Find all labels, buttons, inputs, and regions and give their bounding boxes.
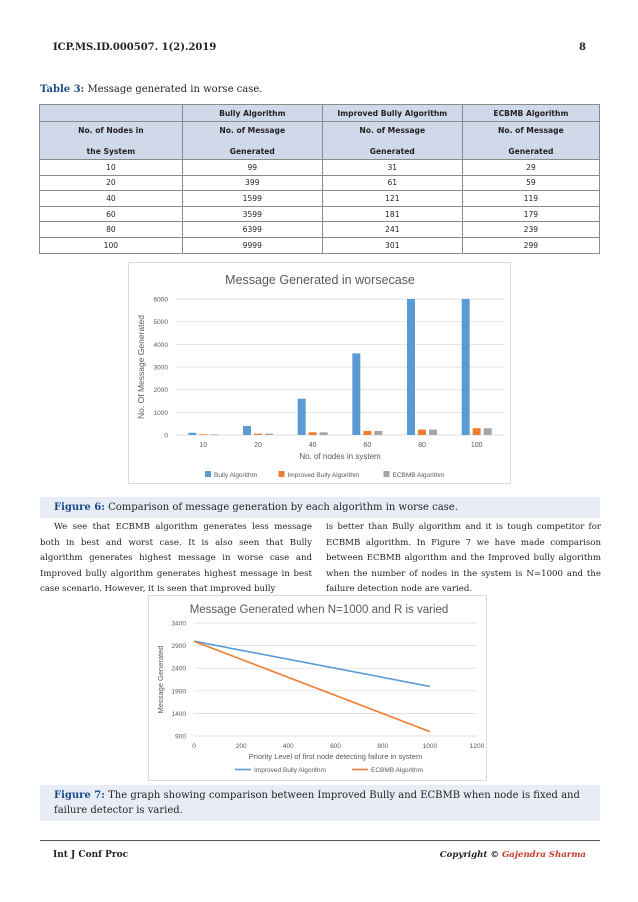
- table-cell: 121: [322, 191, 462, 207]
- legend-label: ECBMB Algorithm: [371, 767, 424, 774]
- bar-bully-algorithm: [462, 299, 470, 435]
- table-cell: 299: [462, 237, 599, 253]
- line-chart-svg: [149, 596, 488, 782]
- page-number: 8: [579, 42, 586, 53]
- table-sub-header: No. of Nodes in the System: [40, 122, 183, 160]
- table-cell: 40: [40, 191, 183, 207]
- table-group-header-row: [40, 105, 600, 122]
- table-cell: 61: [322, 175, 462, 191]
- figure7-caption: [40, 785, 600, 821]
- bar-improved-bully-algorithm: [309, 432, 317, 435]
- bar-chart-svg: [129, 263, 512, 485]
- chart-title: Message Generated when N=1000 and R is varied: [189, 604, 449, 616]
- bar-bully-algorithm: [352, 353, 360, 435]
- body-paragraph-left: We see that ECBMB algorithm generates less message both in best and worst case. It is also seen that Bully algorithm generates highest message in worse case and Improved bully algorithm generates highest message in best case scenario. However, it is seen that improved bully: [40, 522, 312, 595]
- x-tick-label: 40: [308, 442, 317, 449]
- table-cell: 1599: [182, 191, 322, 207]
- x-tick-label: 1200: [469, 743, 485, 750]
- figure7-caption-text: The graph showing comparison between Improved Bully and ECBMB when node is fixed and failure detector is varied.: [54, 790, 580, 816]
- table-cell: 181: [322, 206, 462, 222]
- copyright-author: Gajendra Sharma: [501, 850, 586, 860]
- figure7-label: Figure 7:: [54, 790, 105, 801]
- legend-label: ECBMB Algorithm: [392, 472, 445, 479]
- table-row: [40, 160, 600, 176]
- table-group-header: ECBMB Algorithm: [462, 105, 599, 122]
- table-cell: 241: [322, 222, 462, 238]
- table-group-header: Bully Algorithm: [182, 105, 322, 122]
- y-tick-label: 2400: [171, 665, 186, 673]
- bar-improved-bully-algorithm: [254, 434, 262, 435]
- y-axis-label: Message Generated: [156, 645, 165, 714]
- x-axis-label: Priority Level of first node detecting failure in system: [248, 752, 423, 761]
- bar-ecbmb-algorithm: [210, 434, 218, 435]
- bar-improved-bully-algorithm: [363, 431, 371, 435]
- bar-ecbmb-algorithm: [429, 430, 437, 435]
- y-tick-label: 0: [164, 432, 168, 440]
- journal-name: Int J Conf Proc: [53, 850, 129, 860]
- table-cell: 179: [462, 206, 599, 222]
- table-row: [40, 191, 600, 207]
- bar-improved-bully-algorithm: [473, 428, 481, 435]
- x-tick-label: 200: [235, 743, 247, 750]
- y-tick-label: 2900: [171, 643, 186, 651]
- bar-bully-algorithm: [407, 299, 415, 435]
- series-line-ecbmb-algorithm: [194, 641, 430, 731]
- x-tick-label: 400: [282, 743, 294, 750]
- copyright-text: Copyright ©: [439, 850, 499, 860]
- table-cell: 59: [462, 175, 599, 191]
- bar-improved-bully-algorithm: [199, 434, 207, 435]
- bar-bully-algorithm: [298, 399, 306, 435]
- table-cell: 6399: [182, 222, 322, 238]
- legend-swatch: [205, 471, 211, 477]
- table-group-header: [40, 105, 183, 122]
- y-tick-label: 1000: [153, 409, 168, 417]
- x-tick-label: 1000: [422, 743, 438, 750]
- table-group-header: Improved Bully Algorithm: [322, 105, 462, 122]
- bar-bully-algorithm: [243, 426, 251, 435]
- legend-label: Improved Bully Algorithm: [254, 767, 326, 774]
- y-tick-label: 3000: [153, 364, 168, 372]
- x-tick-label: 100: [470, 442, 483, 449]
- y-axis-label: No. Of Message Generated: [136, 315, 146, 419]
- legend-swatch: [384, 471, 390, 477]
- table-sub-header-row: [40, 122, 600, 160]
- table-sub-header: No. of Message Generated: [182, 122, 322, 160]
- legend-swatch: [279, 471, 285, 477]
- table-cell: 301: [322, 237, 462, 253]
- y-tick-label: 1900: [171, 688, 186, 696]
- table-sub-header: No. of Message Generated: [322, 122, 462, 160]
- series-line-improved-bully-algorithm: [194, 641, 430, 686]
- table-cell: 80: [40, 222, 183, 238]
- legend-label: Bully Algorithm: [214, 472, 257, 479]
- y-tick-label: 1400: [171, 710, 186, 718]
- body-paragraph-right: is better than Bully algorithm and it is tough competitor for ECBMB algorithm. In Figure 7 we have made comparison between ECBMB algorithm and the Improved bully algorithm when the number of nodes in the system is N=1000 and the failure detection node are varied.: [326, 522, 601, 595]
- table-cell: 100: [40, 237, 183, 253]
- table-cell: 239: [462, 222, 599, 238]
- x-tick-label: 80: [418, 442, 426, 449]
- table-cell: 9999: [182, 237, 322, 253]
- y-tick-label: 6000: [153, 296, 168, 304]
- chart-title: Message Generated in worsecase: [225, 273, 415, 287]
- table-cell: 10: [40, 160, 183, 176]
- x-tick-label: 20: [254, 442, 262, 449]
- x-tick-label: 60: [363, 442, 372, 449]
- table-cell: 60: [40, 206, 183, 222]
- y-tick-label: 2000: [153, 387, 168, 395]
- x-tick-label: 10: [199, 442, 208, 449]
- table-row: [40, 237, 600, 253]
- bar-improved-bully-algorithm: [418, 430, 426, 435]
- table-cell: 3599: [182, 206, 322, 222]
- table3-caption: [40, 84, 262, 95]
- bar-bully-algorithm: [188, 433, 196, 435]
- table3: [39, 104, 600, 254]
- x-tick-label: 800: [377, 743, 389, 750]
- x-axis-label: No. of nodes in system: [299, 452, 381, 461]
- table-row: [40, 222, 600, 238]
- copyright-notice: [440, 850, 586, 860]
- y-tick-label: 3400: [171, 620, 186, 628]
- y-tick-label: 4000: [153, 341, 168, 349]
- figure6-caption-text: Comparison of message generation by each algorithm in worse case.: [108, 502, 458, 513]
- footer-divider: [40, 840, 600, 841]
- table-cell: 399: [182, 175, 322, 191]
- y-tick-label: 5000: [153, 319, 168, 327]
- table-cell: 20: [40, 175, 183, 191]
- bar-ecbmb-algorithm: [484, 428, 492, 435]
- figure7-chart: [148, 595, 487, 781]
- table3-label: Table 3:: [40, 84, 85, 95]
- x-tick-label: 600: [330, 743, 341, 750]
- x-tick-label: 0: [192, 743, 196, 750]
- table-cell: 31: [322, 160, 462, 176]
- table-row: [40, 175, 600, 191]
- table3-caption-text: Message generated in worse case.: [87, 84, 263, 95]
- legend-label: Improved Bully Algorithm: [287, 472, 360, 479]
- y-tick-label: 900: [175, 733, 186, 741]
- table-cell: 29: [462, 160, 599, 176]
- table-cell: 99: [182, 160, 322, 176]
- figure6-chart: [128, 262, 511, 484]
- figure6-caption: [40, 497, 600, 518]
- table-cell: 119: [462, 191, 599, 207]
- article-id: ICP.MS.ID.000507. 1(2).2019: [53, 42, 217, 53]
- figure6-label: Figure 6:: [54, 502, 105, 513]
- bar-ecbmb-algorithm: [320, 432, 328, 435]
- table-sub-header: No. of Message Generated: [462, 122, 599, 160]
- table-row: [40, 206, 600, 222]
- bar-ecbmb-algorithm: [374, 431, 382, 435]
- bar-ecbmb-algorithm: [265, 434, 273, 435]
